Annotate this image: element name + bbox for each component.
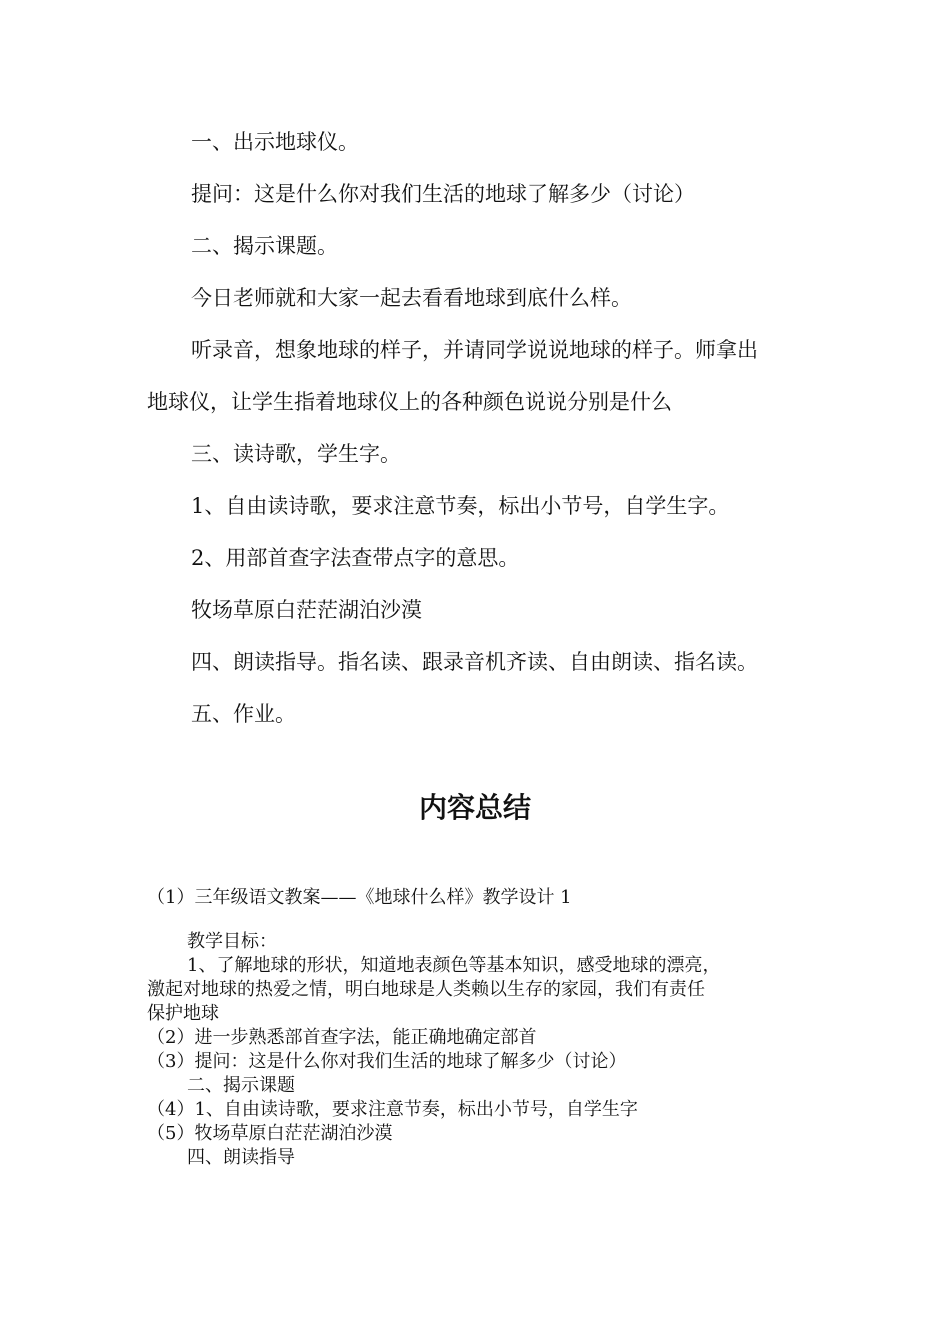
summary-title: 内容总结 bbox=[418, 791, 531, 824]
section-heading-1: 一、出示地球仪。 bbox=[191, 130, 359, 154]
summary-subheading-2: 四、朗读指导 bbox=[187, 1147, 295, 1168]
section-heading-3: 三、读诗歌，学生字。 bbox=[191, 442, 401, 466]
section-heading-5: 五、作业。 bbox=[191, 702, 296, 726]
summary-item-3: （3）提问：这是什么你对我们生活的地球了解多少（讨论） bbox=[147, 1051, 627, 1072]
goal-label: 教学目标： bbox=[187, 931, 277, 952]
section-heading-4: 四、朗读指导。指名读、跟录音机齐读、自由朗读、指名读。 bbox=[191, 650, 758, 674]
goal-line-2: 激起对地球的热爱之情，明白地球是人类赖以生存的家园，我们有责任 bbox=[147, 979, 705, 1000]
goal-line-1: 1、了解地球的形状，知道地表颜色等基本知识，感受地球的漂亮， bbox=[187, 955, 721, 976]
step-2: 2、用部首查字法查带点字的意思。 bbox=[191, 546, 520, 570]
goal-line-3: 保护地球 bbox=[147, 1003, 219, 1024]
vocabulary-words: 牧场草原白茫茫湖泊沙漠 bbox=[191, 598, 422, 622]
summary-item-2: （2）进一步熟悉部首查字法，能正确地确定部首 bbox=[147, 1027, 537, 1048]
paragraph-intro: 今日老师就和大家一起去看看地球到底什么样。 bbox=[191, 286, 632, 310]
paragraph-listen-line2: 地球仪，让学生指着地球仪上的各种颜色说说分别是什么 bbox=[147, 390, 672, 414]
summary-item-4: （4）1、自由读诗歌，要求注意节奏，标出小节号，自学生字 bbox=[147, 1099, 638, 1120]
summary-item-5: （5）牧场草原白茫茫湖泊沙漠 bbox=[147, 1123, 393, 1144]
section-heading-2: 二、揭示课题。 bbox=[191, 234, 338, 258]
step-1: 1、自由读诗歌，要求注意节奏，标出小节号，自学生字。 bbox=[191, 494, 730, 518]
paragraph-question: 提问：这是什么你对我们生活的地球了解多少（讨论） bbox=[191, 182, 695, 206]
summary-subheading-1: 二、揭示课题 bbox=[187, 1075, 295, 1096]
summary-item-1: （1）三年级语文教案——《地球什么样》教学设计 1 bbox=[147, 887, 572, 908]
paragraph-listen-line1: 听录音，想象地球的样子，并请同学说说地球的样子。师拿出 bbox=[191, 338, 758, 362]
lesson-body bbox=[147, 116, 807, 740]
summary-block bbox=[147, 886, 807, 1170]
